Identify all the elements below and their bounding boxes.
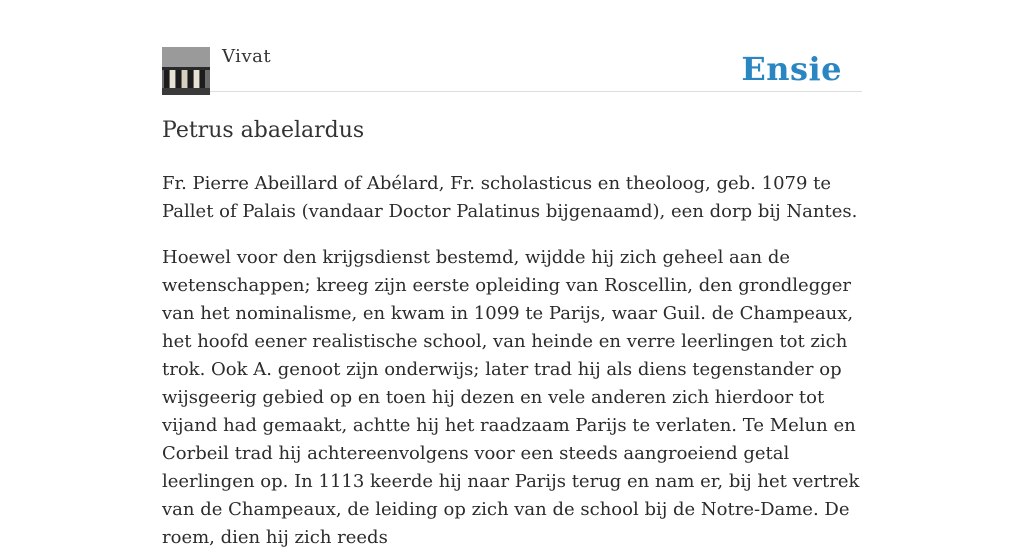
article-paragraph: Fr. Pierre Abeillard of Abélard, Fr. scholasticus en theoloog, geb. 1079 te Pallet of Palais (vandaar Doctor Palatinus bijgenaamd), een dorp bij Nantes. (162, 173, 858, 222)
source-avatar[interactable] (162, 47, 210, 95)
article-title: Petrus abaelardus (162, 118, 365, 143)
header (162, 0, 862, 92)
ensie-logo[interactable]: Ensie (741, 50, 842, 88)
article-page (162, 0, 862, 548)
source-name[interactable]: Vivat (222, 46, 272, 67)
article-paragraph: Hoewel voor den krijgsdienst bestemd, wijdde hij zich geheel aan de wetenschappen; kreeg zijn eerste opleiding van Roscellin, den grondlegger van het nominalisme, en kwam in 1099 te Parijs, waar Guil. de Champeaux, het hoofd eener realistische school, van heinde en verre leerlingen tot zich trok. Ook A. genoot zijn onderwijs; later trad hij als diens tegenstander op wijsgeerig gebied op en toen hij dezen en vele anderen zich hierdoor tot vijand had gemaakt, achtte hij het raadzaam Parijs te verlaten. Te Melun en Corbeil trad hij achtereenvolgens voor een steeds aangroeiend getal leerlingen op. In 1113 keerde hij naar Parijs terug en nam er, bij het vertrek van de Champeaux, de leiding op zich van de school bij de Notre-Dame. De roem, dien hij zich reeds (162, 247, 860, 548)
book-spines-icon (162, 47, 210, 95)
